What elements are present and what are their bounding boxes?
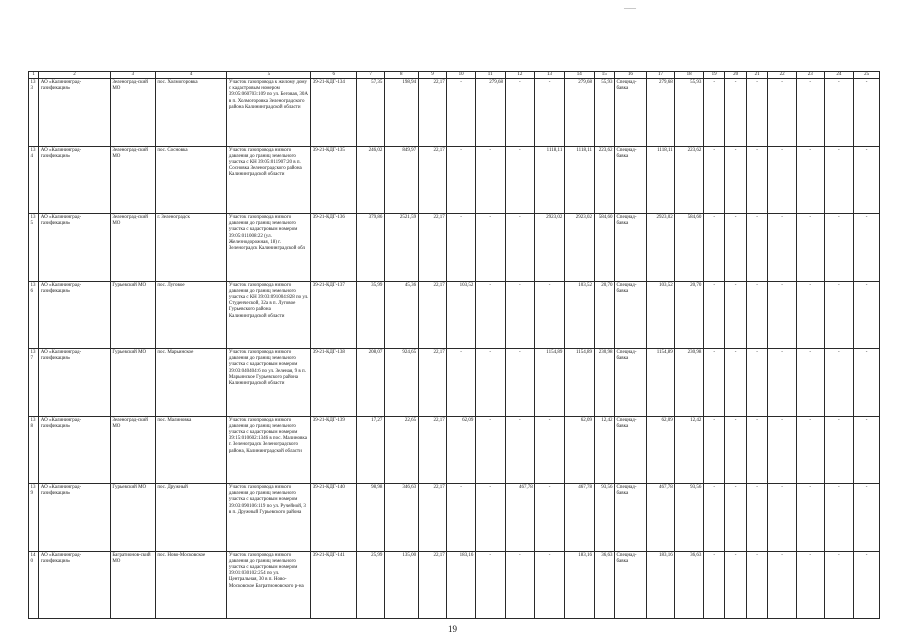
column-number: 8 [384, 72, 418, 79]
value-col-9: 22,17 [418, 146, 447, 214]
value-col-18: 12,42 [675, 416, 704, 484]
value-col-23: - [796, 551, 824, 619]
value-col-12: - [505, 551, 535, 619]
value-col-17: 1154,89 [646, 349, 675, 417]
value-col-15: 55,93 [594, 79, 614, 147]
value-col-10: 62,09 [447, 416, 476, 484]
column-number-row [29, 72, 880, 79]
value-col-19: - [703, 551, 724, 619]
settlement: пос. Малиновка [155, 416, 227, 484]
column-number: 7 [357, 72, 385, 79]
value-col-23: - [796, 214, 824, 282]
value-col-8: 45,36 [384, 281, 418, 349]
value-col-13: 1154,89 [535, 349, 565, 417]
value-col-20: - [725, 281, 746, 349]
value-col-12: 467,78 [505, 484, 535, 552]
municipality: Зеленоград-ский МО [110, 416, 155, 484]
row-number: 140 [29, 551, 39, 619]
table-row [29, 79, 880, 147]
value-col-9: 22,17 [418, 551, 447, 619]
value-col-22: - [768, 79, 797, 147]
value-col-14: 467,78 [564, 484, 594, 552]
value-col-20: - [725, 214, 746, 282]
column-number: 18 [675, 72, 704, 79]
object-code: 39-21-КДГ-138 [311, 349, 357, 417]
value-col-12: - [505, 146, 535, 214]
value-col-18: 93,56 [675, 484, 704, 552]
table-row [29, 281, 880, 349]
municipality: Зеленоград-ский МО [110, 214, 155, 282]
value-col-20: - [725, 146, 746, 214]
allowance-type: Спецнад-бавка [614, 349, 646, 417]
value-col-19: - [703, 146, 724, 214]
value-col-17: 467,78 [646, 484, 675, 552]
settlement: пос. Марьинское [155, 349, 227, 417]
value-col-14: 2923,02 [564, 214, 594, 282]
value-col-9: 22,17 [418, 416, 447, 484]
value-col-12: - [505, 281, 535, 349]
value-col-7: 57,35 [357, 79, 385, 147]
value-col-7: 379,86 [357, 214, 385, 282]
value-col-10: - [447, 484, 476, 552]
value-col-9: 22,17 [418, 214, 447, 282]
value-col-18: 20,70 [675, 281, 704, 349]
row-number: 134 [29, 146, 39, 214]
table-row [29, 146, 880, 214]
row-number: 139 [29, 484, 39, 552]
value-col-10: 183,16 [447, 551, 476, 619]
value-col-25: - [854, 551, 880, 619]
value-col-22: - [768, 349, 797, 417]
organization: АО «Калининград-газификация» [39, 214, 111, 282]
value-col-17: 103,52 [646, 281, 675, 349]
value-col-11: - [475, 416, 505, 484]
value-col-24: - [824, 214, 854, 282]
organization: АО «Калининград-газификация» [39, 281, 111, 349]
value-col-24: - [824, 349, 854, 417]
column-number: 9 [418, 72, 447, 79]
value-col-22: - [768, 416, 797, 484]
column-number: 3 [110, 72, 155, 79]
value-col-24: - [824, 551, 854, 619]
value-col-11: - [475, 551, 505, 619]
row-number: 136 [29, 281, 39, 349]
value-col-14: 1154,89 [564, 349, 594, 417]
table-row [29, 416, 880, 484]
value-col-7: 35,99 [357, 281, 385, 349]
value-col-11: - [475, 484, 505, 552]
tariff-table [28, 71, 880, 619]
value-col-17: 62,09 [646, 416, 675, 484]
value-col-25: - [854, 349, 880, 417]
column-number: 19 [703, 72, 724, 79]
allowance-type: Спецнад-бавка [614, 214, 646, 282]
value-col-21: - [746, 79, 767, 147]
municipality: Багратионов-ский МО [110, 551, 155, 619]
value-col-20: - [725, 551, 746, 619]
value-col-7: 98,98 [357, 484, 385, 552]
value-col-23: - [796, 281, 824, 349]
object-code: 39-21-КДГ-140 [311, 484, 357, 552]
value-col-18: 230,98 [675, 349, 704, 417]
column-number: 20 [725, 72, 746, 79]
organization: АО «Калининград-газификация» [39, 146, 111, 214]
allowance-type: Спецнад-бавка [614, 551, 646, 619]
value-col-12: - [505, 79, 535, 147]
value-col-7: 208,07 [357, 349, 385, 417]
allowance-type: Спецнад-бавка [614, 416, 646, 484]
value-col-19: - [703, 79, 724, 147]
value-col-15: 20,70 [594, 281, 614, 349]
object-code: 39-21-КДГ-137 [311, 281, 357, 349]
value-col-22: - [768, 281, 797, 349]
value-col-14: 62,09 [564, 416, 594, 484]
value-col-22: - [768, 551, 797, 619]
organization: АО «Калининград-газификация» [39, 484, 111, 552]
column-number: 10 [447, 72, 476, 79]
column-number: 15 [594, 72, 614, 79]
value-col-7: 246,02 [357, 146, 385, 214]
column-number: 21 [746, 72, 767, 79]
value-col-21: - [746, 214, 767, 282]
object-description: Участок газопровода низкого давления до границ земельного участка с кадастровым номером 39:03:090106:119 по ул. Ручейной, 3 в п. Дружный Гурьевского района [227, 484, 311, 552]
object-code: 39-21-КДГ-135 [311, 146, 357, 214]
column-number: 4 [155, 72, 227, 79]
value-col-13: 2923,02 [535, 214, 565, 282]
municipality: Гурьевский МО [110, 349, 155, 417]
allowance-type: Спецнад-бавка [614, 484, 646, 552]
municipality: Зеленоград-ский МО [110, 79, 155, 147]
value-col-20: - [725, 349, 746, 417]
column-number: 14 [564, 72, 594, 79]
table-row [29, 349, 880, 417]
object-description: Участок газопровода низкого давления до границ земельного участка с кадастровым номером 39:01:030102:254 по ул. Центральная, 30 в п. Ново-Московское Багратионовского р-на [227, 551, 311, 619]
value-col-9: 22,17 [418, 281, 447, 349]
value-col-20: - [725, 484, 746, 552]
table-row [29, 214, 880, 282]
value-col-21: - [746, 416, 767, 484]
value-col-9: 22,17 [418, 484, 447, 552]
table-row [29, 551, 880, 619]
value-col-10: - [447, 79, 476, 147]
value-col-25: - [854, 79, 880, 147]
value-col-23: - [796, 349, 824, 417]
page-number: 19 [448, 624, 457, 634]
column-number: 16 [614, 72, 646, 79]
value-col-8: 346,63 [384, 484, 418, 552]
settlement: пос. Холмогоровка [155, 79, 227, 147]
municipality: Зеленоград-ский МО [110, 146, 155, 214]
value-col-7: 17,27 [357, 416, 385, 484]
value-col-14: 103,52 [564, 281, 594, 349]
column-number: 24 [824, 72, 854, 79]
column-number: 5 [227, 72, 311, 79]
column-number: 13 [535, 72, 565, 79]
value-col-10: - [447, 349, 476, 417]
object-code: 39-21-КДГ-141 [311, 551, 357, 619]
column-number: 17 [646, 72, 675, 79]
value-col-23: - [796, 484, 824, 552]
organization: АО «Калининград-газификация» [39, 551, 111, 619]
value-col-15: 36,63 [594, 551, 614, 619]
row-number: 138 [29, 416, 39, 484]
object-description: Участок газопровода низкого давления до границ земельного участка с кадастровым номером 39:15:010602:1346 в пос. Малиновка г. Зеленоградск Зеленоградского района, Калининградской области [227, 416, 311, 484]
column-number: 12 [505, 72, 535, 79]
object-code: 39-21-КДГ-139 [311, 416, 357, 484]
value-col-14: 183,16 [564, 551, 594, 619]
value-col-25: - [854, 416, 880, 484]
column-number: 2 [39, 72, 111, 79]
value-col-19: - [703, 214, 724, 282]
value-col-20: - [725, 79, 746, 147]
settlement: пос. Ново-Московское [155, 551, 227, 619]
value-col-11: - [475, 146, 505, 214]
municipality: Гурьевский МО [110, 281, 155, 349]
value-col-11: - [475, 281, 505, 349]
value-col-21: - [746, 281, 767, 349]
value-col-13: - [535, 79, 565, 147]
column-number: 1 [29, 72, 39, 79]
column-number: 6 [311, 72, 357, 79]
row-number: 133 [29, 79, 39, 147]
organization: АО «Калининград-газификация» [39, 416, 111, 484]
value-col-20: - [725, 416, 746, 484]
object-description: Участок газопровода низкого давления до границ земельного участка с КН 39:05:011907:20 в п. Сосновка Зеленоградского района Калининградской области [227, 146, 311, 214]
organization: АО «Калининград-газификация» [39, 349, 111, 417]
top-mark: —— [624, 6, 636, 12]
table-row [29, 484, 880, 552]
allowance-type: Спецнад-бавка [614, 281, 646, 349]
column-number: 11 [475, 72, 505, 79]
value-col-10: - [447, 146, 476, 214]
value-col-24: - [824, 484, 854, 552]
value-col-21: - [746, 551, 767, 619]
settlement: г. Зеленоградск [155, 214, 227, 282]
value-col-18: 36,63 [675, 551, 704, 619]
settlement: пос. Луговое [155, 281, 227, 349]
value-col-11: - [475, 349, 505, 417]
object-code: 39-21-КДГ-134 [311, 79, 357, 147]
column-number: 22 [768, 72, 797, 79]
value-col-13: - [535, 484, 565, 552]
object-description: Участок газопровода низкого давления до границ земельного участка с КН 39:03:091004:828 по ул. Студенческой, 32а в п. Луговое Гурьевского района Калининградской области [227, 281, 311, 349]
value-col-8: 135,00 [384, 551, 418, 619]
value-col-25: - [854, 146, 880, 214]
value-col-15: 12,42 [594, 416, 614, 484]
value-col-21: - [746, 146, 767, 214]
value-col-22: - [768, 214, 797, 282]
value-col-11: 279,68 [475, 79, 505, 147]
allowance-type: Спецнад-бавка [614, 146, 646, 214]
value-col-17: 2923,02 [646, 214, 675, 282]
organization: АО «Калининград-газификация» [39, 79, 111, 147]
value-col-12: - [505, 349, 535, 417]
value-col-17: 1118,11 [646, 146, 675, 214]
row-number: 135 [29, 214, 39, 282]
value-col-18: 584,60 [675, 214, 704, 282]
value-col-13: - [535, 281, 565, 349]
value-col-24: - [824, 416, 854, 484]
value-col-12: - [505, 214, 535, 282]
object-description: Участок газопровода к жилому дому с кадастровым номером 39:05:060703:109 по ул. Беговая, 30А в п. Холмогоровка Зеленоградского района Калининградской области [227, 79, 311, 147]
object-description: Участок газопровода низкого давления до границ земельного участка с кадастровым номером 39:05:011008:22 (ул. Железнодорожная, 18) г. Зеленоградск Калининградской обл [227, 214, 311, 282]
value-col-13: - [535, 551, 565, 619]
value-col-19: - [703, 281, 724, 349]
value-col-22: - [768, 484, 797, 552]
value-col-19: - [703, 484, 724, 552]
municipality: Гурьевский МО [110, 484, 155, 552]
value-col-18: 55,93 [675, 79, 704, 147]
value-col-11: - [475, 214, 505, 282]
value-col-23: - [796, 79, 824, 147]
value-col-8: 849,97 [384, 146, 418, 214]
value-col-10: - [447, 214, 476, 282]
value-col-19: - [703, 349, 724, 417]
allowance-type: Спецнад-бавка [614, 79, 646, 147]
value-col-8: 22,65 [384, 416, 418, 484]
value-col-12: - [505, 416, 535, 484]
value-col-21: - [746, 349, 767, 417]
value-col-19: - [703, 416, 724, 484]
value-col-25: - [854, 281, 880, 349]
value-col-9: 22,17 [418, 79, 447, 147]
settlement: пос. Дружный [155, 484, 227, 552]
value-col-23: - [796, 146, 824, 214]
value-col-14: 279,68 [564, 79, 594, 147]
value-col-23: - [796, 416, 824, 484]
object-code: 39-21-КДГ-136 [311, 214, 357, 282]
value-col-7: 25,99 [357, 551, 385, 619]
value-col-25: - [854, 214, 880, 282]
value-col-25: - [854, 484, 880, 552]
value-col-14: 1118,11 [564, 146, 594, 214]
object-description: Участок газопровода низкого давления до границ земельного участка с кадастровым номером 39:03:040404:6 по ул. Зеленая, 9 в п. Марьинское Гурьевского района Калининградской области [227, 349, 311, 417]
row-number: 137 [29, 349, 39, 417]
value-col-15: 93,56 [594, 484, 614, 552]
value-col-15: 223,62 [594, 146, 614, 214]
value-col-17: 183,16 [646, 551, 675, 619]
value-col-8: 2521,59 [384, 214, 418, 282]
value-col-17: 279,68 [646, 79, 675, 147]
value-col-24: - [824, 79, 854, 147]
value-col-13: - [535, 416, 565, 484]
value-col-15: 230,98 [594, 349, 614, 417]
value-col-8: 924,65 [384, 349, 418, 417]
value-col-13: 1118,11 [535, 146, 565, 214]
value-col-18: 223,62 [675, 146, 704, 214]
value-col-15: 584,60 [594, 214, 614, 282]
value-col-21: - [746, 484, 767, 552]
settlement: пос. Сосновка [155, 146, 227, 214]
value-col-24: - [824, 281, 854, 349]
value-col-10: 103,52 [447, 281, 476, 349]
value-col-8: 198,94 [384, 79, 418, 147]
column-number: 23 [796, 72, 824, 79]
column-number: 25 [854, 72, 880, 79]
value-col-24: - [824, 146, 854, 214]
value-col-9: 22,17 [418, 349, 447, 417]
value-col-22: - [768, 146, 797, 214]
